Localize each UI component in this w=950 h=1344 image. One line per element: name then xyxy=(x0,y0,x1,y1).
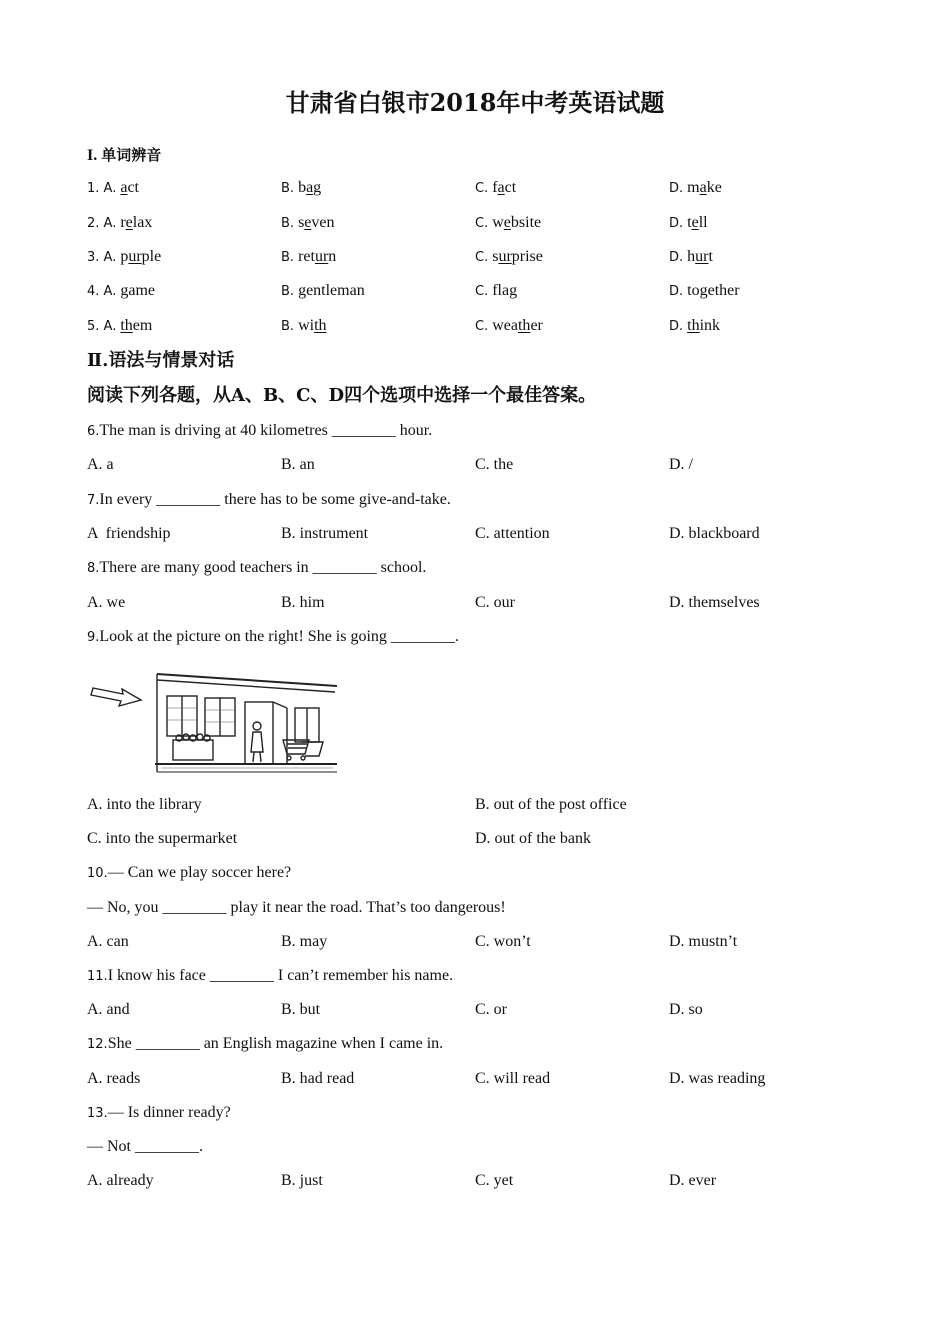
option-b: B. just xyxy=(281,1172,323,1189)
option-a: A. already xyxy=(87,1172,154,1189)
word-part: s xyxy=(492,248,499,265)
underlined-part: ur xyxy=(695,248,709,265)
option-letter: C. xyxy=(475,250,489,265)
question-number: 3. A. xyxy=(87,250,117,265)
question-9-options-row-2 xyxy=(87,827,867,851)
word-part: ink xyxy=(699,317,721,334)
underlined-part: e xyxy=(125,214,133,231)
underlined-part: ur xyxy=(498,248,512,265)
question-number: 1. A. xyxy=(87,181,117,196)
underlined-part: e xyxy=(691,214,699,231)
question-6-options xyxy=(87,453,867,477)
question-11-stem xyxy=(87,964,453,989)
word-part: lax xyxy=(132,214,153,231)
question-text: Look at the picture on the right! She is going ________. xyxy=(99,628,459,645)
word-part: ct xyxy=(127,179,139,196)
section-2-number: Ⅱ. xyxy=(87,350,109,371)
option-d: D. so xyxy=(669,1001,703,1018)
question-7-options xyxy=(87,522,867,546)
option-c: C. or xyxy=(475,1001,507,1018)
word-part: t xyxy=(687,214,692,231)
word-part: wea xyxy=(492,317,518,334)
word-part: bsite xyxy=(510,214,542,231)
section-1-heading xyxy=(87,144,161,167)
underlined-part: g xyxy=(120,282,129,299)
option-d: D. ever xyxy=(669,1172,717,1189)
word-part: to xyxy=(687,282,700,299)
question-text: — Is dinner ready? xyxy=(107,1104,231,1121)
phonics-option-c xyxy=(475,211,541,236)
word-part: w xyxy=(492,214,504,231)
word-part: g xyxy=(313,179,322,196)
underlined-part: g xyxy=(509,282,518,299)
question-number: 13. xyxy=(87,1106,108,1121)
question-10-options xyxy=(87,930,867,954)
option-c: C. into the supermarket xyxy=(87,830,238,847)
question-12-options xyxy=(87,1067,867,1091)
underlined-part: a xyxy=(699,179,707,196)
storefront-illustration xyxy=(87,668,345,780)
option-letter: D. xyxy=(669,216,684,231)
question-11-options xyxy=(87,998,867,1022)
underlined-part: th xyxy=(687,317,700,334)
phonics-option-d xyxy=(669,176,722,201)
question-9-stem xyxy=(87,625,459,650)
option-d: D. blackboard xyxy=(669,525,760,542)
option-letter: D. xyxy=(669,250,684,265)
word-part: n xyxy=(328,248,337,265)
option-a: A friendship xyxy=(87,525,171,542)
section-1-number: I. xyxy=(87,147,98,164)
phonics-option-b xyxy=(281,176,321,201)
option-a: A. can xyxy=(87,933,129,950)
question-6-stem xyxy=(87,419,432,444)
question-number: 7. xyxy=(87,493,100,508)
phonics-option-b xyxy=(281,279,365,304)
question-13-stem-2: — Not ________. xyxy=(87,1138,203,1155)
underlined-part: g xyxy=(298,282,307,299)
phonics-row-4 xyxy=(87,279,867,303)
option-d: D. mustn’t xyxy=(669,933,738,950)
option-b: B. instrument xyxy=(281,525,369,542)
option-letter: C. xyxy=(475,181,489,196)
question-number: 9. xyxy=(87,630,100,645)
option-letter: B. xyxy=(281,319,295,334)
question-number: 12. xyxy=(87,1037,108,1052)
phonics-option-c xyxy=(475,176,516,201)
underlined-part: a xyxy=(120,179,128,196)
word-part: t xyxy=(708,248,713,265)
question-text: In every ________ there has to be some give-and-take. xyxy=(99,491,451,508)
question-text: The man is driving at 40 kilometres ________ hour. xyxy=(99,422,433,439)
question-number: 4. A. xyxy=(87,284,117,299)
word-part: s xyxy=(298,214,305,231)
option-letter: D. xyxy=(669,181,684,196)
phonics-option-d xyxy=(669,279,740,304)
option-b: B. had read xyxy=(281,1070,355,1087)
option-c: C. our xyxy=(475,594,515,611)
phonics-option-d xyxy=(669,245,713,270)
section-1-title: 单词辨音 xyxy=(101,146,162,164)
option-c: C. will read xyxy=(475,1070,551,1087)
word-part: p xyxy=(120,248,129,265)
underlined-part: th xyxy=(314,317,327,334)
underlined-part: ur xyxy=(128,248,142,265)
option-a: A. a xyxy=(87,456,114,473)
phonics-row-5 xyxy=(87,314,867,338)
option-d: D. / xyxy=(669,456,693,473)
phonics-option-a xyxy=(87,176,139,201)
word-part: r xyxy=(120,214,126,231)
phonics-option-d xyxy=(669,211,708,236)
question-13-stem xyxy=(87,1101,231,1126)
phonics-row-3 xyxy=(87,245,867,269)
word-part: ret xyxy=(298,248,315,265)
phonics-option-c xyxy=(475,279,517,304)
word-part: ether xyxy=(707,282,740,299)
phonics-option-b xyxy=(281,314,327,339)
section-2-instruction: 阅读下列各题，从A、B、C、D四个选项中选择一个最佳答案。 xyxy=(87,385,597,406)
underlined-part: e xyxy=(503,214,511,231)
option-letter: B. xyxy=(281,216,295,231)
word-part: wi xyxy=(298,317,315,334)
phonics-option-a xyxy=(87,245,161,270)
question-number: 6. xyxy=(87,424,100,439)
word-part: h xyxy=(687,248,696,265)
question-text: I know his face ________ I can’t remember his name. xyxy=(107,967,454,984)
option-b: B. may xyxy=(281,933,328,950)
option-letter: B. xyxy=(281,250,295,265)
question-7-stem xyxy=(87,488,451,513)
word-part: ct xyxy=(504,179,517,196)
arrow-icon xyxy=(91,688,141,706)
option-b: B. him xyxy=(281,594,325,611)
question-8-options xyxy=(87,591,867,615)
underlined-part: th xyxy=(517,317,531,334)
question-10-stem xyxy=(87,861,291,886)
phonics-row-1 xyxy=(87,176,867,200)
question-number: 10. xyxy=(87,866,108,881)
option-letter: C. xyxy=(475,319,489,334)
option-c: C. attention xyxy=(475,525,550,542)
option-d: D. was reading xyxy=(669,1070,766,1087)
question-8-stem xyxy=(87,556,426,581)
phonics-option-b xyxy=(281,211,335,236)
section-2-heading xyxy=(87,348,234,374)
word-part: prise xyxy=(511,248,543,265)
question-text: — Can we play soccer here? xyxy=(107,864,292,881)
option-a: A. and xyxy=(87,1001,130,1018)
option-c: C. yet xyxy=(475,1172,514,1189)
underlined-part: a xyxy=(306,179,314,196)
question-12-stem xyxy=(87,1032,443,1057)
word-part: er xyxy=(530,317,543,334)
option-letter: D. xyxy=(669,284,684,299)
word-part: entleman xyxy=(306,282,365,299)
option-letter: D. xyxy=(669,319,684,334)
word-part: ll xyxy=(698,214,708,231)
word-part: ple xyxy=(141,248,162,265)
word-part: m xyxy=(687,179,700,196)
phonics-row-2 xyxy=(87,211,867,235)
option-b: B. but xyxy=(281,1001,321,1018)
option-d: D. themselves xyxy=(669,594,760,611)
option-letter: C. xyxy=(475,216,489,231)
underlined-part: e xyxy=(304,214,312,231)
option-letter: B. xyxy=(281,181,295,196)
phonics-option-a xyxy=(87,314,152,339)
word-part: ke xyxy=(706,179,722,196)
word-part: em xyxy=(132,317,153,334)
phonics-option-a xyxy=(87,279,155,304)
underlined-part: ur xyxy=(314,248,329,265)
section-2-title: 语法与情景对话 xyxy=(108,350,235,371)
phonics-option-d xyxy=(669,314,720,339)
option-a: A. into the library xyxy=(87,796,202,813)
word-part: b xyxy=(298,179,307,196)
question-number: 2. A. xyxy=(87,216,117,231)
option-c: C. won’t xyxy=(475,933,531,950)
underlined-part: a xyxy=(497,179,505,196)
question-number: 5. A. xyxy=(87,319,117,334)
page-title: 甘肃省白银市2018年中考英语试题 xyxy=(285,88,665,117)
phonics-option-c xyxy=(475,245,543,270)
phonics-option-a xyxy=(87,211,152,236)
option-a: A. reads xyxy=(87,1070,141,1087)
word-part: ame xyxy=(128,282,155,299)
question-10-stem-2: — No, you ________ play it near the road. That’s too dangerous! xyxy=(87,899,506,916)
question-9-options-row-1 xyxy=(87,793,867,817)
question-number: 8. xyxy=(87,561,100,576)
question-number: 11. xyxy=(87,969,108,984)
word-part: ven xyxy=(311,214,335,231)
phonics-option-b xyxy=(281,245,336,270)
option-d: D. out of the bank xyxy=(475,830,591,847)
underlined-part: g xyxy=(699,282,708,299)
word-part: fla xyxy=(492,282,510,299)
option-letter: B. xyxy=(281,284,295,299)
option-a: A. we xyxy=(87,594,126,611)
underlined-part: th xyxy=(120,317,133,334)
question-text: There are many good teachers in ________ school. xyxy=(99,559,427,576)
option-letter: C. xyxy=(475,284,489,299)
question-text: She ________ an English magazine when I came in. xyxy=(107,1035,444,1052)
option-c: C. the xyxy=(475,456,514,473)
question-13-options xyxy=(87,1169,867,1193)
word-part: f xyxy=(492,179,498,196)
option-b: B. an xyxy=(281,456,315,473)
option-b: B. out of the post office xyxy=(475,796,627,813)
phonics-option-c xyxy=(475,314,543,339)
